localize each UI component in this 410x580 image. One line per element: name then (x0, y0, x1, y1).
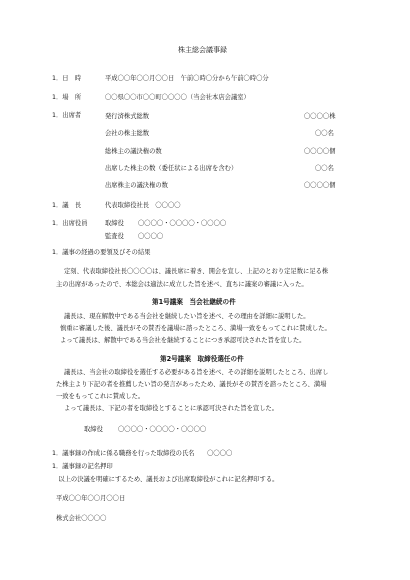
document-title: 株主総会議事録 (178, 46, 227, 54)
appointee-role: 取締役 (84, 426, 103, 433)
footer-date: 平成〇〇年〇〇月〇〇日 (56, 495, 126, 502)
company-name: 株式会社〇〇〇〇 (56, 515, 107, 522)
agenda-1-line: よって議長は、解散中である当会社を継続することにつき承認可決された旨を宣した。 (60, 337, 306, 344)
stat-label: 会社の株主総数 (105, 130, 150, 137)
attendees-label: 1．出席者 (52, 112, 82, 119)
officer-role: 監査役 (105, 233, 124, 240)
stat-value: 〇〇〇〇株 (304, 113, 336, 120)
stat-value: 〇〇名 (315, 130, 334, 137)
agenda-1-heading: 第1号議案 当会社継続の件 (152, 298, 236, 306)
agenda-2-line: よって議長は、下記の者を取締役とすることに承認可決された旨を宣した。 (64, 405, 279, 412)
closing-line: 1．議事録の作成に係る職務を行った取締役の氏名 〇〇〇〇 (52, 450, 233, 457)
stat-value: 〇〇〇〇個 (304, 148, 336, 155)
agenda-2-heading: 第2号議案 取締役選任の件 (160, 355, 244, 363)
closing-line: 1．議事録の記名押印 (52, 463, 113, 470)
agenda-2-line: 一致をもってこれに賛成した。 (56, 393, 145, 400)
agenda-1-line: 議長は、現在解散中である当会社を継続したい旨を述べ、その理由を詳細に説明した。 (64, 313, 310, 320)
stat-value: 〇〇名 (315, 165, 334, 172)
closing-line: 以上の決議を明確にするため、議長および出席取締役がこれに記名押印する。 (52, 476, 279, 483)
officers-label: 1．出席役員 (52, 220, 88, 227)
appointee-names: 〇〇〇〇・〇〇〇〇・〇〇〇〇 (118, 426, 207, 433)
summary-label: 1．議事の経過の要領及びその結果 (52, 249, 151, 256)
stat-label: 総株主の議決権の数 (105, 148, 162, 155)
date-label: 1．日 時 (52, 75, 82, 82)
place-value: 〇〇県〇〇市〇〇町〇〇〇〇（当会社本店会議室） (105, 94, 250, 101)
officer-names: 〇〇〇〇 (138, 233, 164, 240)
place-label: 1．場 所 (52, 94, 82, 101)
officer-role: 取締役 (105, 220, 124, 227)
agenda-1-line: 慎重に審議した後、議長がその賛否を議場に諮ったところ、満場一致をもってこれに賛成した。 (60, 325, 331, 332)
agenda-2-line: 議長は、当会社の取締役を選任する必要がある旨を述べ、その詳細を説明したところ、出席し (64, 369, 329, 376)
stat-label: 発行済株式総数 (105, 113, 150, 120)
chair-value: 代表取締役社長 〇〇〇〇 (105, 202, 181, 209)
agenda-2-line: た株主より下記の者を推薦したい旨の発言があったため、議長がその賛否を諮ったところ、満場 (56, 381, 327, 388)
date-value: 平成〇〇年〇〇月〇〇日 午前〇時〇分から午前〇時〇分 (105, 75, 269, 82)
stat-label: 出席株主の議決権の数 (105, 182, 168, 189)
opening-line: 主の出席があったので、本総会は適法に成立した旨を述べ、直ちに議案の審議に入った。 (56, 281, 308, 288)
stat-label: 出席した株主の数（委任状による出席を含む） (105, 165, 238, 172)
opening-line: 定刻、代表取締役社長〇〇〇〇は、議長席に着き、開会を宣し、上記のとおり定足数に足る株 (64, 268, 329, 275)
officer-names: 〇〇〇〇・〇〇〇〇・〇〇〇〇 (138, 220, 227, 227)
stat-value: 〇〇〇〇個 (304, 182, 336, 189)
chair-label: 1．議 長 (52, 202, 82, 209)
